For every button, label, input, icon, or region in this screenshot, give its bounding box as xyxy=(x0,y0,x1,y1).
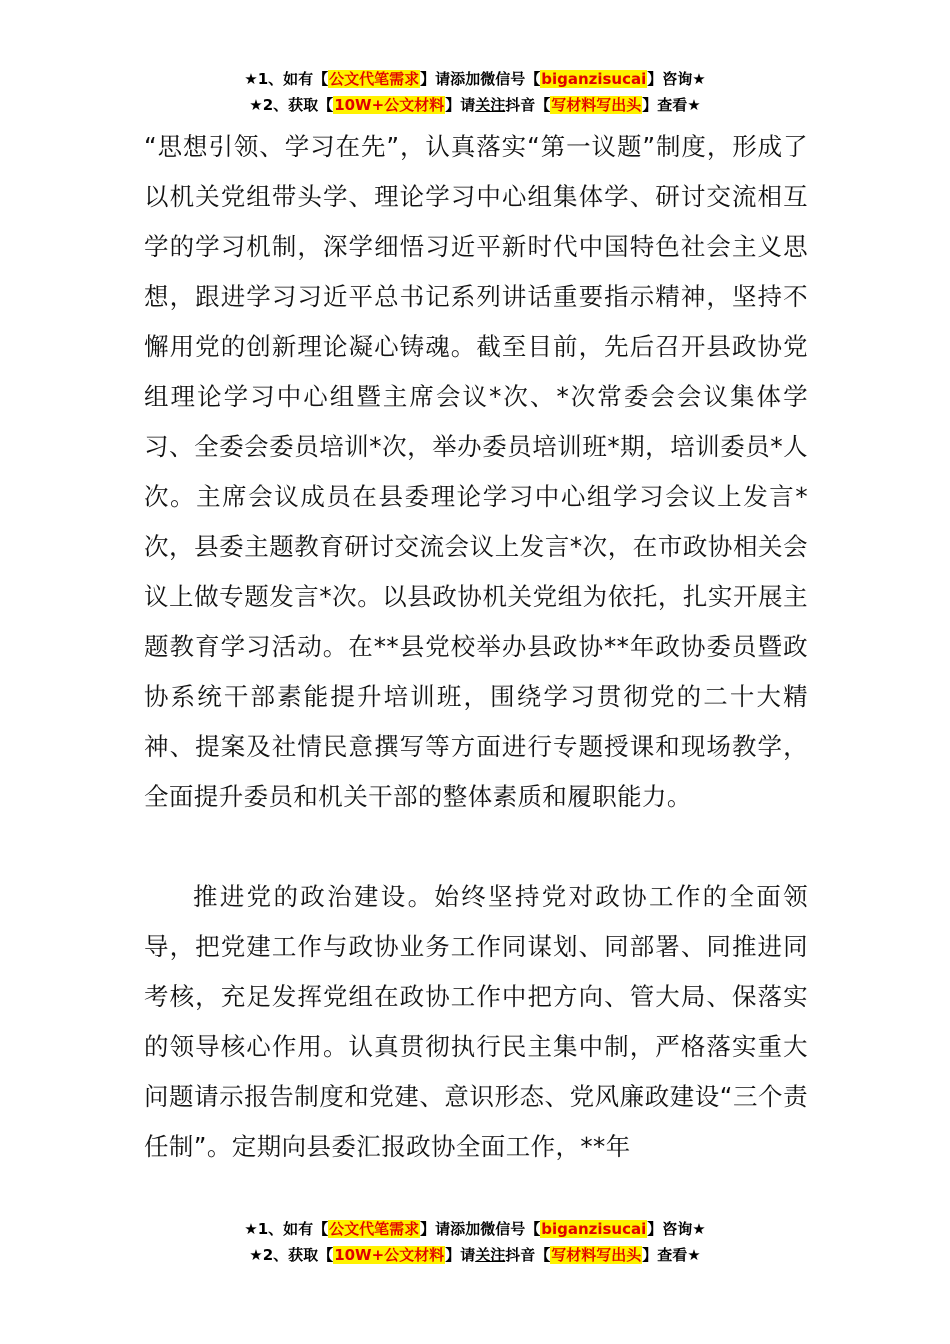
banner-text: ★2、获取【 xyxy=(249,96,334,114)
ghostwriting-highlight: 公文代笔需求 xyxy=(329,1220,420,1238)
materials-highlight: 10W+公文材料 xyxy=(334,1246,445,1264)
ghostwriting-highlight: 公文代笔需求 xyxy=(329,70,420,88)
banner-text: 】咨询★ xyxy=(647,70,706,88)
banner-text: ★2、获取【 xyxy=(249,1246,334,1264)
banner-text: 】请添 xyxy=(420,70,466,88)
wechat-id-highlight: biganzisucai xyxy=(541,70,647,88)
douyin-account-highlight: 写材料写出头 xyxy=(551,96,642,114)
banner-text: 】查看★ xyxy=(642,1246,701,1264)
banner-text: 抖音【 xyxy=(505,96,551,114)
banner-text: 】请 xyxy=(445,1246,476,1264)
header-banner-line-2 xyxy=(0,92,950,118)
header-banner xyxy=(0,66,950,118)
banner-text: 加 xyxy=(465,70,481,88)
follow-underlined: 关注 xyxy=(475,1246,506,1264)
banner-text: 抖音【 xyxy=(505,1246,551,1264)
banner-text: 加 xyxy=(465,1220,481,1238)
materials-highlight: 10W+公文材料 xyxy=(334,96,445,114)
banner-text: ★1、如有【 xyxy=(244,1220,329,1238)
wechat-id-highlight: biganzisucai xyxy=(541,1220,647,1238)
header-banner-line-1 xyxy=(0,66,950,92)
douyin-account-highlight: 写材料写出头 xyxy=(551,1246,642,1264)
document-body xyxy=(144,122,808,1172)
paragraph-1: “思想引领、学习在先”，认真落实“第一议题”制度，形成了以机关党组带头学、理论学习中心组集体学、研讨交流相互学的学习机制，深学细悟习近平新时代中国特色社会主义思想，跟进学习习近平总书记系列讲话重要指示精神，坚持不懈用党的创新理论凝心铸魂。截至目前，先后召开县政协党组理论学习中心组暨主席会议*次、*次常委会会议集体学习、全委会委员培训*次，举办委员培训班*期，培训委员*人次。主席会议成员在县委理论学习中心组学习会议上发言*次，县委主题教育研讨交流会议上发言*次，在市政协相关会议上做专题发言*次。以县政协机关党组为依托，扎实开展主题教育学习活动。在**县党校举办县政协**年政协委员暨政协系统干部素能提升培训班，围绕学习贯彻党的二十大精神、提案及社情民意撰写等方面进行专题授课和现场教学，全面提升委员和机关干部的整体素质和履职能力。 xyxy=(144,132,808,811)
banner-text: 微信号【 xyxy=(480,1220,541,1238)
banner-text: 】咨询★ xyxy=(647,1220,706,1238)
banner-text: 】查看★ xyxy=(642,96,701,114)
footer-banner-line-2 xyxy=(0,1242,950,1268)
banner-text: 】请 xyxy=(445,96,476,114)
banner-text: 微信号【 xyxy=(480,70,541,88)
banner-text: ★1、如有【 xyxy=(244,70,329,88)
paragraph-2: 推进党的政治建设。始终坚持党对政协工作的全面领导，把党建工作与政协业务工作同谋划、同部署、同推进同考核，充足发挥党组在政协工作中把方向、管大局、保落实的领导核心作用。认真贯彻执行民主集中制，严格落实重大问题请示报告制度和党建、意识形态、党风廉政建设“三个责任制”。定期向县委汇报政协全面工作，**年 xyxy=(144,882,808,1161)
banner-text: 】请添 xyxy=(420,1220,466,1238)
footer-banner xyxy=(0,1216,950,1268)
footer-banner-line-1 xyxy=(0,1216,950,1242)
follow-underlined: 关注 xyxy=(475,96,506,114)
